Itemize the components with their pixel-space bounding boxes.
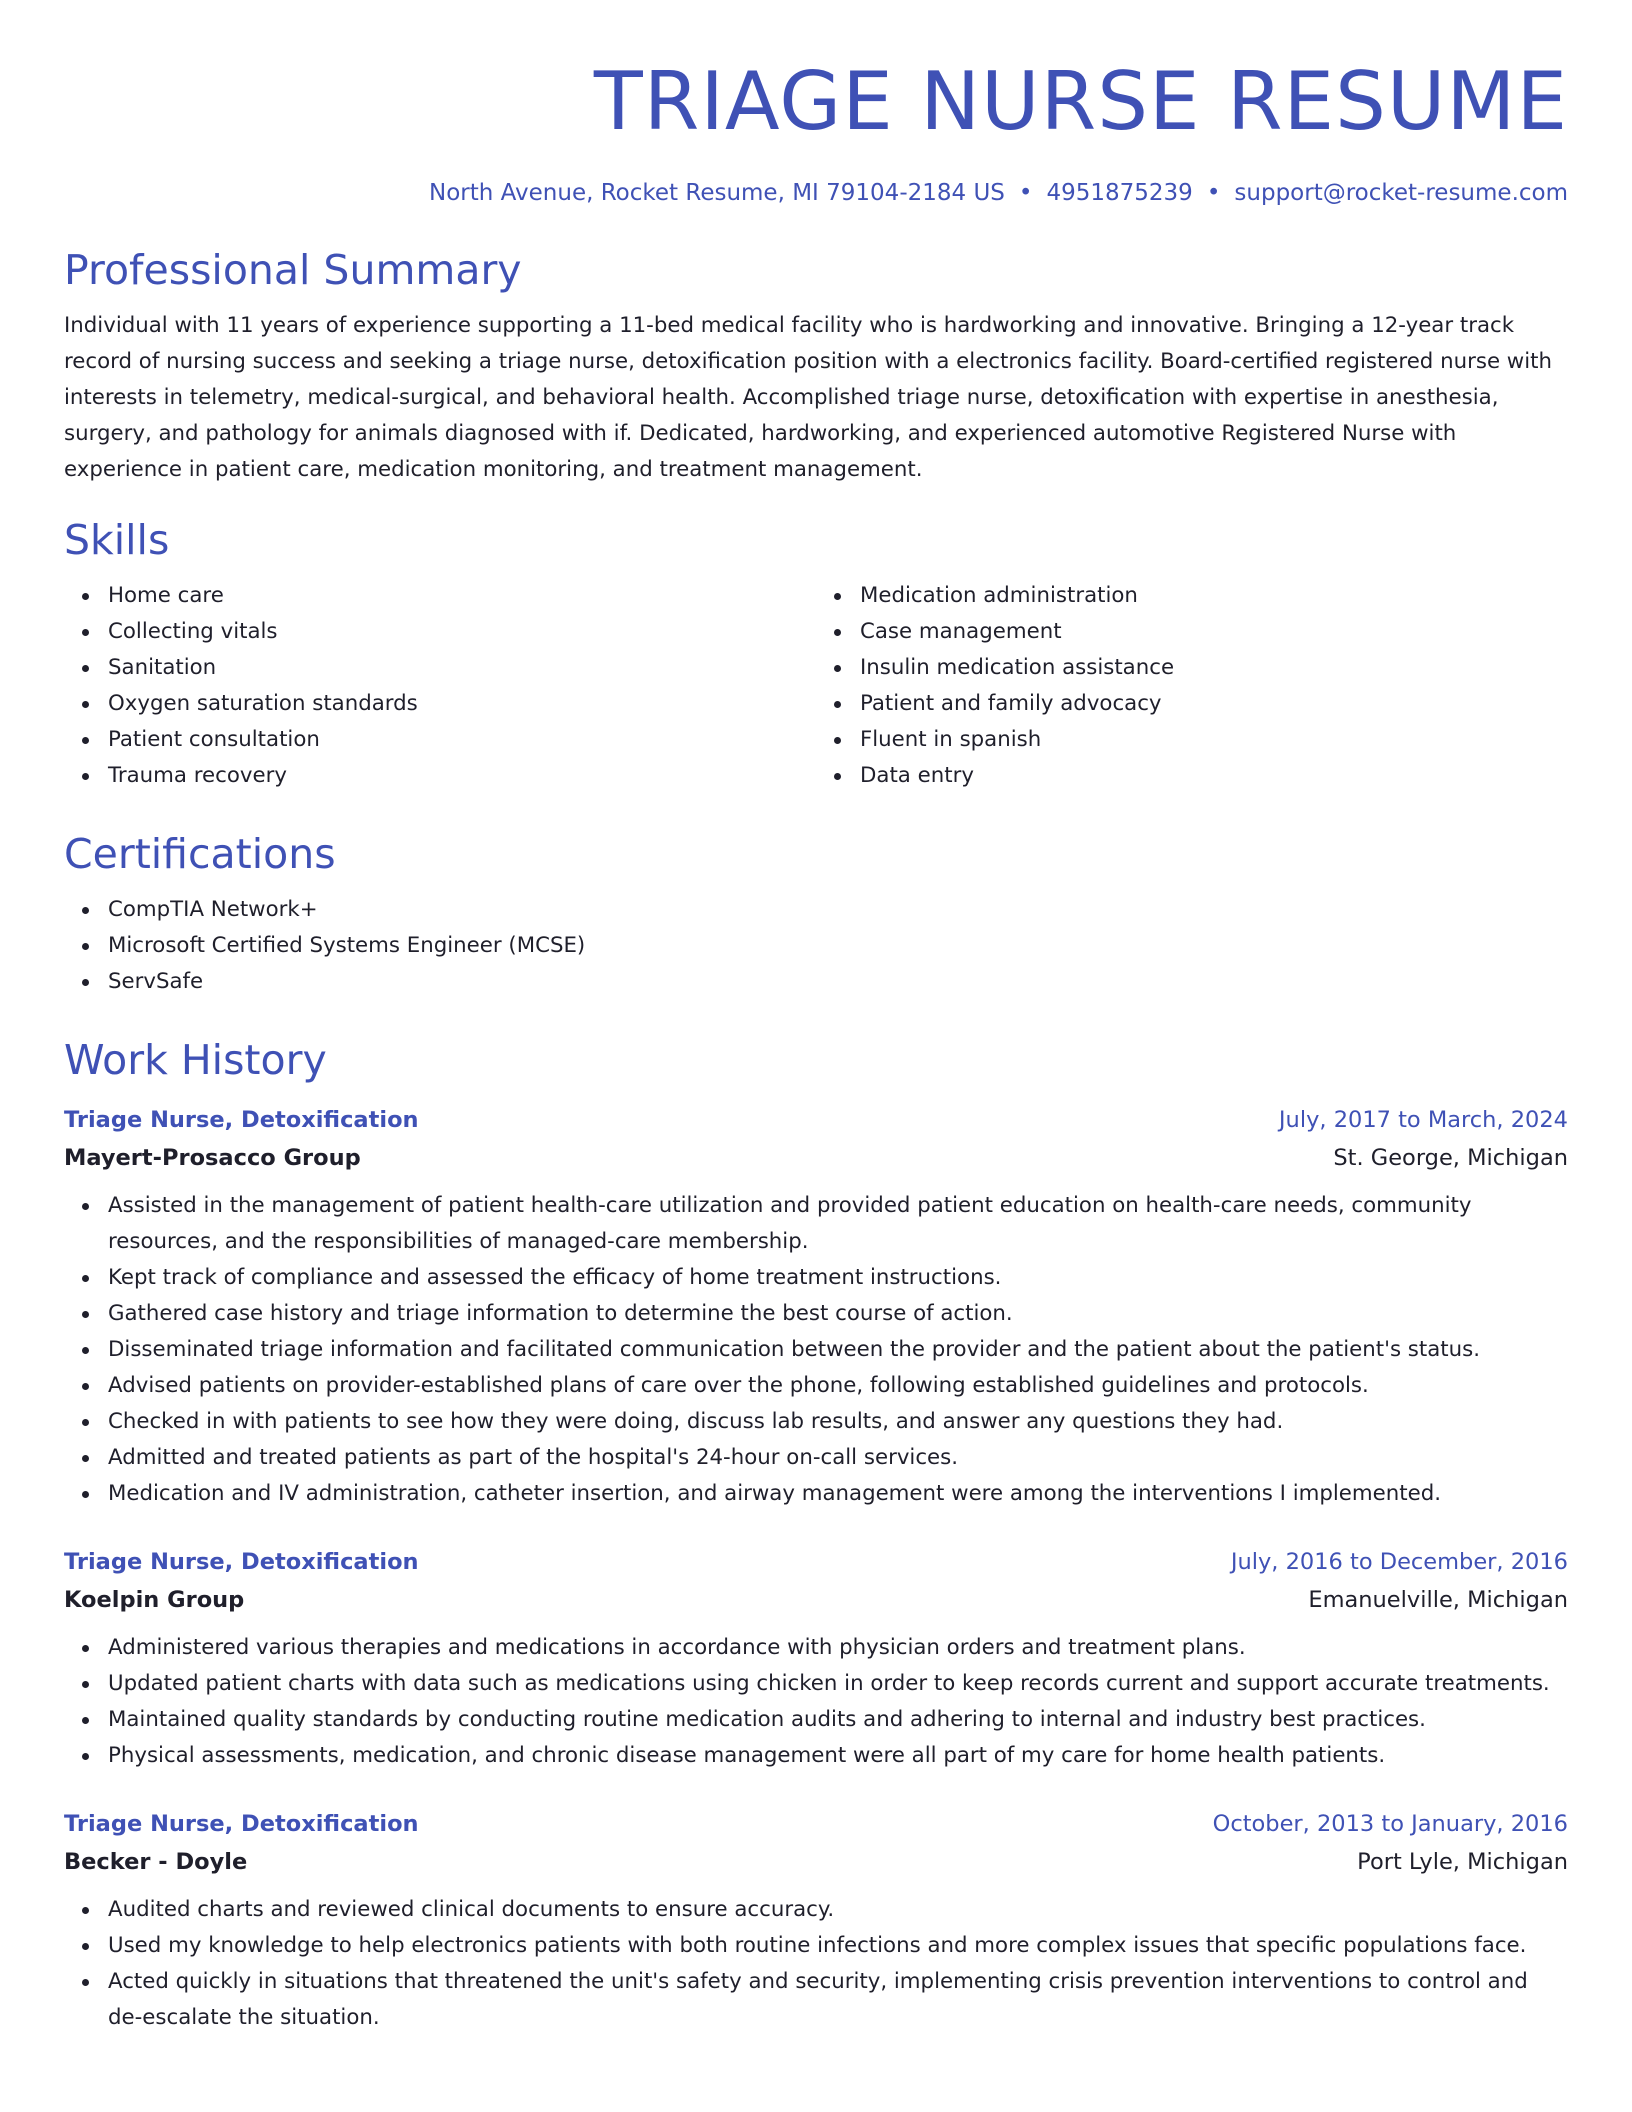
job-bullet: Kept track of compliance and assessed the efficacy of home treatment instructions. xyxy=(108,1260,1568,1296)
job-dates: October, 2013 to January, 2016 xyxy=(1212,1811,1568,1837)
certification-item: CompTIA Network+ xyxy=(108,892,1568,928)
certification-item: Microsoft Certified Systems Engineer (MCSE) xyxy=(108,928,1568,964)
job-location: St. George, Michigan xyxy=(1333,1145,1568,1171)
job-bullets xyxy=(64,1630,1568,1774)
skills-heading: Skills xyxy=(64,516,170,564)
skill-item: Home care xyxy=(108,578,816,614)
job-dates: July, 2016 to December, 2016 xyxy=(1230,1549,1568,1575)
skill-item: Patient consultation xyxy=(108,722,816,758)
job-entry xyxy=(64,1102,1568,1512)
job-bullet: Checked in with patients to see how they were doing, discuss lab results, and answer any questions they had. xyxy=(108,1404,1568,1440)
job-bullet: Updated patient charts with data such as medications using chicken in order to keep records current and support accurate treatments. xyxy=(108,1666,1568,1702)
job-entry xyxy=(64,1544,1568,1774)
job-header xyxy=(64,1544,1568,1580)
job-bullet: Audited charts and reviewed clinical documents to ensure accuracy. xyxy=(108,1892,1568,1928)
skill-item: Fluent in spanish xyxy=(860,722,1568,758)
job-bullet: Gathered case history and triage information to determine the best course of action. xyxy=(108,1296,1568,1332)
work-history-heading: Work History xyxy=(64,1036,327,1084)
resume-title: TRIAGE NURSE RESUME xyxy=(593,55,1568,148)
job-location: Emanuelville, Michigan xyxy=(1308,1587,1568,1613)
skill-item: Trauma recovery xyxy=(108,758,816,794)
contact-email[interactable]: support@rocket-resume.com xyxy=(1234,180,1568,206)
job-company: Koelpin Group xyxy=(64,1587,245,1613)
skills-column-left xyxy=(64,578,816,794)
skill-item: Oxygen saturation standards xyxy=(108,686,816,722)
skill-item: Collecting vitals xyxy=(108,614,816,650)
skills-column-right xyxy=(816,578,1568,794)
contact-line xyxy=(64,176,1568,210)
summary-text: Individual with 11 years of experience supporting a 11-bed medical facility who is hardworking and innovative. Bringing a 12-year track record of nursing success and seeking a triage nurse, detoxification position with a electronics facility. Board-certified registered nurse with interests in telemetry, medical-surgical, and behavioral health. Accomplished triage nurse, detoxification with expertise in anesthesia, surgery, and pathology for animals diagnosed with if. Dedicated, hardworking, and experienced automotive Registered Nurse with experience in patient care, medication monitoring, and treatment management. xyxy=(64,313,1552,482)
contact-separator: • xyxy=(1018,180,1033,206)
job-bullet: Admitted and treated patients as part of the hospital's 24-hour on-call services. xyxy=(108,1440,1568,1476)
contact-phone[interactable]: 4951875239 xyxy=(1046,180,1193,206)
job-header xyxy=(64,1806,1568,1842)
job-bullet: Acted quickly in situations that threatened the unit's safety and security, implementing crisis prevention interventions to control and de-escalate the situation. xyxy=(108,1964,1568,2036)
job-bullet: Advised patients on provider-established plans of care over the phone, following established guidelines and protocols. xyxy=(108,1368,1568,1404)
job-dates: July, 2017 to March, 2024 xyxy=(1278,1107,1568,1133)
job-company: Mayert-Prosacco Group xyxy=(64,1145,361,1171)
job-bullet: Assisted in the management of patient health-care utilization and provided patient education on health-care needs, community resources, and the responsibilities of managed-care membership. xyxy=(108,1188,1568,1260)
job-header xyxy=(64,1102,1568,1138)
job-bullet: Physical assessments, medication, and chronic disease management were all part of my care for home health patients. xyxy=(108,1738,1568,1774)
job-bullets xyxy=(64,1892,1568,2036)
job-company: Becker - Doyle xyxy=(64,1849,248,1875)
skill-item: Sanitation xyxy=(108,650,816,686)
job-bullet: Used my knowledge to help electronics patients with both routine infections and more complex issues that specific populations face. xyxy=(108,1928,1568,1964)
certification-item: ServSafe xyxy=(108,964,1568,1000)
job-title: Triage Nurse, Detoxification xyxy=(64,1549,419,1575)
skill-item: Data entry xyxy=(860,758,1568,794)
job-bullets xyxy=(64,1188,1568,1512)
contact-address: North Avenue, Rocket Resume, MI 79104-2184 US xyxy=(429,180,1005,206)
certifications-heading: Certifications xyxy=(64,830,336,878)
job-bullet: Medication and IV administration, catheter insertion, and airway management were among the interventions I implemented. xyxy=(108,1476,1568,1512)
skill-item: Case management xyxy=(860,614,1568,650)
job-title: Triage Nurse, Detoxification xyxy=(64,1811,419,1837)
skills-list xyxy=(64,578,1568,794)
skill-item: Insulin medication assistance xyxy=(860,650,1568,686)
job-entry xyxy=(64,1806,1568,2036)
job-title: Triage Nurse, Detoxification xyxy=(64,1107,419,1133)
job-bullet: Disseminated triage information and facilitated communication between the provider and the patient about the patient's status. xyxy=(108,1332,1568,1368)
job-bullet: Maintained quality standards by conducting routine medication audits and adhering to internal and industry best practices. xyxy=(108,1702,1568,1738)
job-subheader xyxy=(64,1842,1568,1882)
job-subheader xyxy=(64,1138,1568,1178)
skill-item: Patient and family advocacy xyxy=(860,686,1568,722)
skill-item: Medication administration xyxy=(860,578,1568,614)
contact-separator: • xyxy=(1206,180,1221,206)
certifications-list xyxy=(64,892,1568,1000)
resume-page xyxy=(64,0,1568,2036)
job-subheader xyxy=(64,1580,1568,1620)
job-location: Port Lyle, Michigan xyxy=(1357,1849,1568,1875)
summary-heading: Professional Summary xyxy=(64,246,522,294)
job-bullet: Administered various therapies and medications in accordance with physician orders and treatment plans. xyxy=(108,1630,1568,1666)
